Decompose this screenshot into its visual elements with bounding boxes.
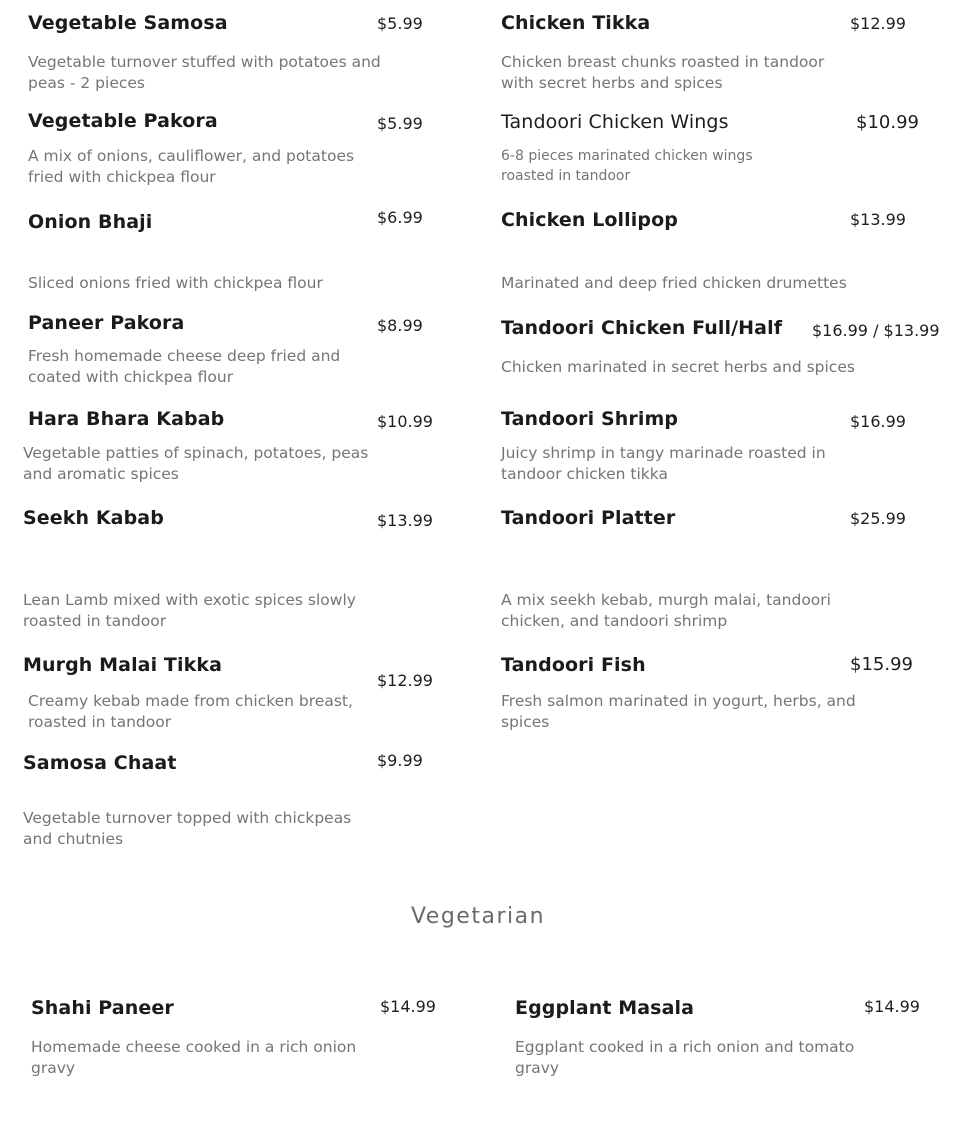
item-description: Fresh salmon marinated in yogurt, herbs, and spices [501, 692, 856, 731]
item-name: Seekh Kabab [23, 507, 164, 529]
item-price: $5.99 [377, 114, 423, 133]
item-description: A mix seekh kebab, murgh malai, tandoori chicken, and tandoori shrimp [501, 591, 831, 630]
item-description: Sliced onions fried with chickpea flour [28, 274, 323, 292]
item-price: $6.99 [377, 208, 423, 227]
item-price: $10.99 [856, 112, 919, 133]
item-name: Paneer Pakora [28, 312, 185, 334]
item-description: 6-8 pieces marinated chicken wings roasted in tandoor [501, 148, 753, 184]
item-name: Chicken Lollipop [501, 209, 678, 231]
item-price: $16.99 [850, 412, 906, 431]
item-name: Tandoori Fish [501, 654, 646, 676]
item-price: $14.99 [380, 997, 436, 1016]
item-name: Vegetable Samosa [28, 12, 228, 34]
item-description: Fresh homemade cheese deep fried and coated with chickpea flour [28, 347, 341, 386]
item-name: Chicken Tikka [501, 12, 651, 34]
item-name: Eggplant Masala [515, 997, 695, 1019]
item-description: Vegetable turnover topped with chickpeas and chutnies [23, 809, 352, 848]
item-description: Juicy shrimp in tangy marinade roasted in tandoor chicken tikka [501, 444, 826, 483]
item-price: $10.99 [377, 412, 433, 431]
item-name: Tandoori Chicken Wings [501, 111, 729, 133]
item-description: Vegetable patties of spinach, potatoes, peas and aromatic spices [23, 444, 369, 483]
item-name: Onion Bhaji [28, 211, 153, 233]
item-price: $12.99 [377, 671, 433, 690]
item-price: $8.99 [377, 316, 423, 335]
item-description: Chicken marinated in secret herbs and spices [501, 358, 855, 376]
item-price: $14.99 [864, 997, 920, 1016]
item-name: Hara Bhara Kabab [28, 408, 225, 430]
item-description: Chicken breast chunks roasted in tandoor with secret herbs and spices [501, 53, 825, 92]
item-price: $13.99 [377, 511, 433, 530]
item-name: Tandoori Chicken Full/Half [501, 317, 783, 339]
item-price: $9.99 [377, 751, 423, 770]
item-name: Murgh Malai Tikka [23, 654, 223, 676]
item-name: Shahi Paneer [31, 997, 174, 1019]
item-name: Vegetable Pakora [28, 110, 218, 132]
item-price: $15.99 [850, 654, 913, 675]
item-name: Samosa Chaat [23, 752, 177, 774]
item-price: $16.99 / $13.99 [812, 321, 940, 340]
item-price: $13.99 [850, 210, 906, 229]
item-price: $5.99 [377, 14, 423, 33]
item-price: $25.99 [850, 509, 906, 528]
section-heading-vegetarian: Vegetarian [410, 904, 546, 929]
item-description: Eggplant cooked in a rich onion and tomato gravy [515, 1038, 855, 1077]
item-description: A mix of onions, cauliflower, and potatoes fried with chickpea flour [28, 147, 355, 186]
item-description: Homemade cheese cooked in a rich onion gravy [31, 1038, 357, 1077]
item-description: Lean Lamb mixed with exotic spices slowly roasted in tandoor [23, 591, 356, 630]
item-description: Creamy kebab made from chicken breast, roasted in tandoor [28, 692, 353, 731]
item-price: $12.99 [850, 14, 906, 33]
item-description: Vegetable turnover stuffed with potatoes and peas - 2 pieces [28, 53, 381, 92]
item-name: Tandoori Shrimp [501, 408, 679, 430]
item-description: Marinated and deep fried chicken drumettes [501, 274, 847, 292]
item-name: Tandoori Platter [501, 507, 676, 529]
